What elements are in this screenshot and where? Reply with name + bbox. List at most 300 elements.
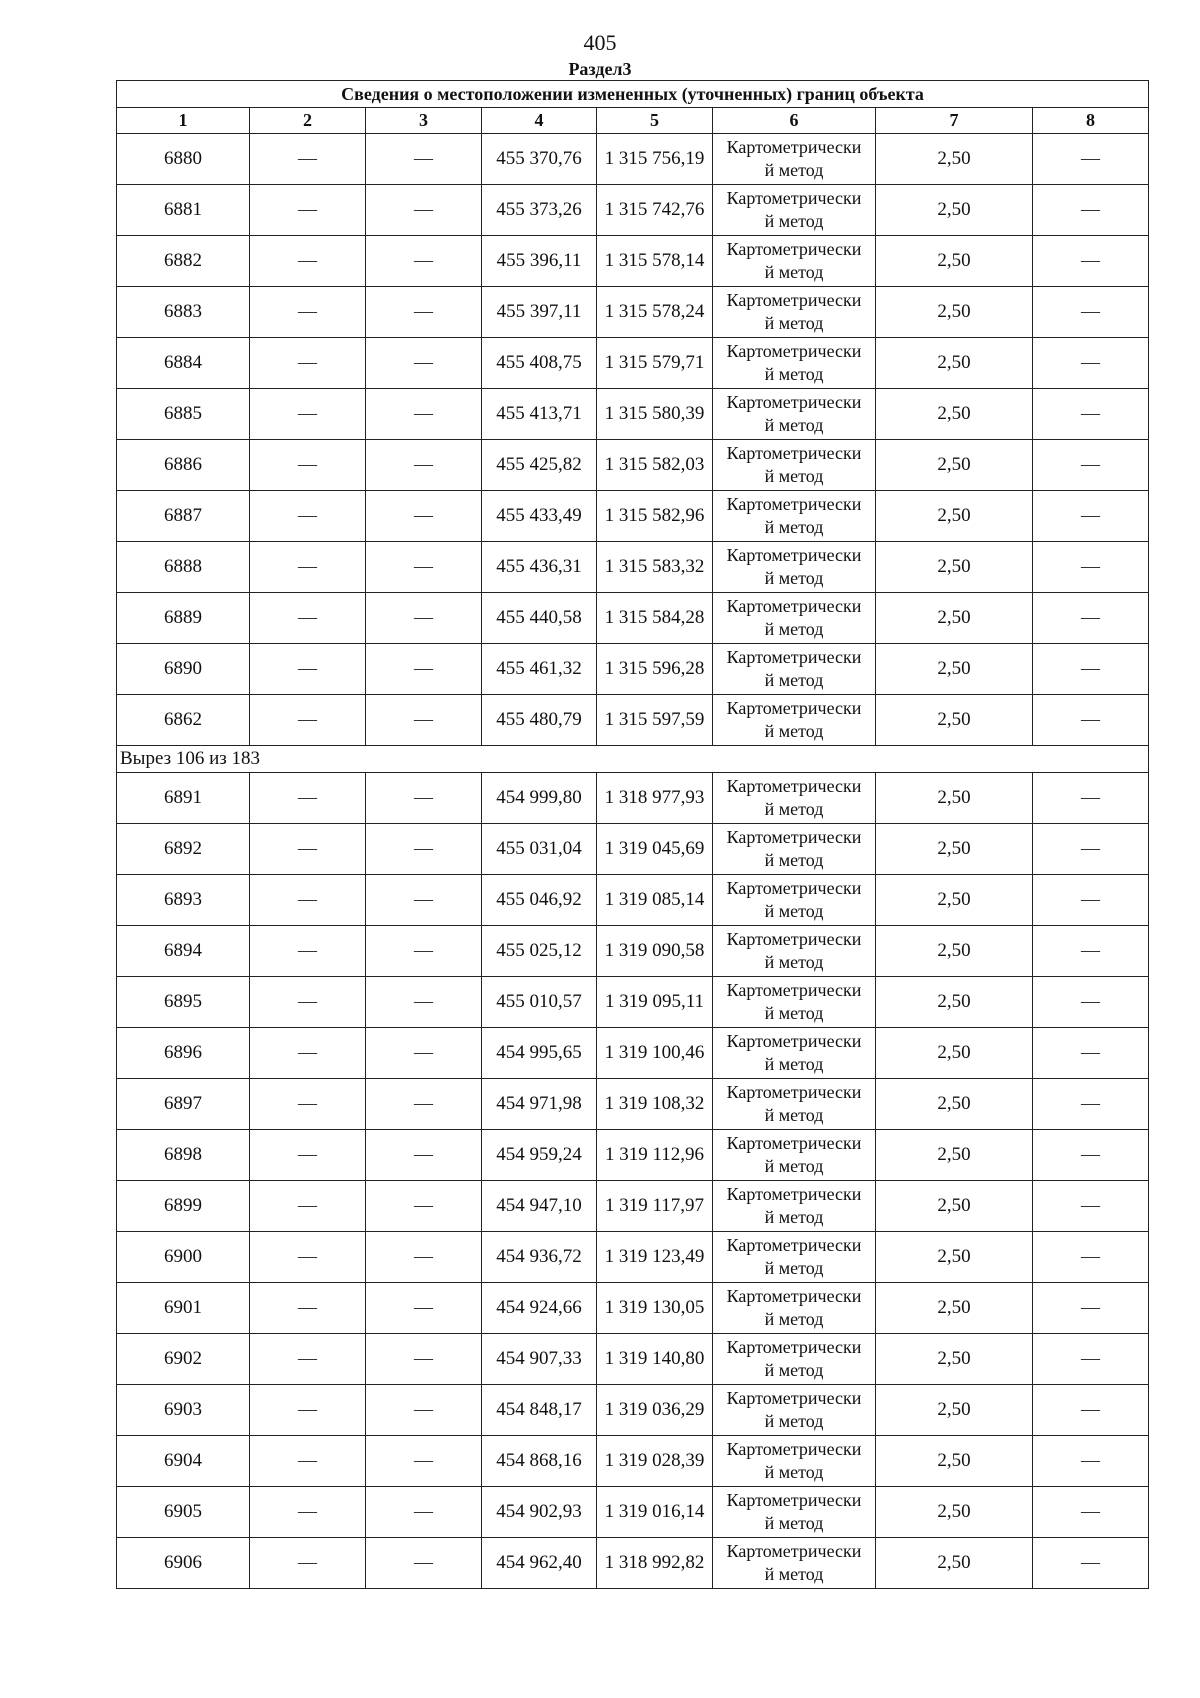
- method-cell: [713, 1487, 876, 1538]
- empty-dash-cell: —: [1033, 1385, 1149, 1436]
- empty-dash-cell: —: [366, 542, 482, 593]
- empty-dash-cell: —: [366, 1385, 482, 1436]
- column-header: 3: [366, 108, 482, 134]
- coordinate-x-cell: 455 396,11: [482, 236, 597, 287]
- method-line: Картометрически: [726, 647, 862, 667]
- method-line: Картометрически: [726, 188, 862, 208]
- method-cell: [713, 440, 876, 491]
- empty-dash-cell: —: [1033, 977, 1149, 1028]
- empty-dash-cell: —: [250, 1130, 366, 1181]
- empty-dash-cell: —: [366, 926, 482, 977]
- precision-cell: 2,50: [876, 338, 1033, 389]
- method-line: Картометрически: [726, 290, 862, 310]
- coordinate-x-cell: 455 397,11: [482, 287, 597, 338]
- precision-cell: 2,50: [876, 1538, 1033, 1589]
- point-id-cell: 6886: [117, 440, 250, 491]
- method-cell: [713, 1283, 876, 1334]
- method-line: Картометрически: [726, 980, 862, 1000]
- method-line: Картометрически: [726, 1541, 862, 1561]
- coordinate-x-cell: 455 433,49: [482, 491, 597, 542]
- empty-dash-cell: —: [250, 338, 366, 389]
- empty-dash-cell: —: [250, 1283, 366, 1334]
- coordinate-x-cell: 454 902,93: [482, 1487, 597, 1538]
- method-line: Картометрически: [726, 698, 862, 718]
- method-cell: [713, 236, 876, 287]
- table-row: [117, 389, 1149, 440]
- method-line: й метод: [764, 1105, 824, 1125]
- method-line: й метод: [764, 670, 824, 690]
- method-line: Картометрически: [726, 1388, 862, 1408]
- column-header: 6: [713, 108, 876, 134]
- coordinate-y-cell: 1 319 085,14: [597, 875, 713, 926]
- point-id-cell: 6899: [117, 1181, 250, 1232]
- empty-dash-cell: —: [366, 1130, 482, 1181]
- method-line: й метод: [764, 1462, 824, 1482]
- method-line: й метод: [764, 1003, 824, 1023]
- empty-dash-cell: —: [366, 1487, 482, 1538]
- table-row: [117, 338, 1149, 389]
- precision-cell: 2,50: [876, 1028, 1033, 1079]
- point-id-cell: 6862: [117, 695, 250, 746]
- method-line: Картометрически: [726, 596, 862, 616]
- precision-cell: 2,50: [876, 1487, 1033, 1538]
- coordinate-y-cell: 1 315 582,96: [597, 491, 713, 542]
- empty-dash-cell: —: [366, 1028, 482, 1079]
- point-id-cell: 6897: [117, 1079, 250, 1130]
- table-row: [117, 926, 1149, 977]
- column-header: 7: [876, 108, 1033, 134]
- coordinate-y-cell: 1 319 130,05: [597, 1283, 713, 1334]
- table-row: [117, 1487, 1149, 1538]
- empty-dash-cell: —: [1033, 440, 1149, 491]
- empty-dash-cell: —: [250, 1334, 366, 1385]
- precision-cell: 2,50: [876, 1334, 1033, 1385]
- coordinate-y-cell: 1 318 992,82: [597, 1538, 713, 1589]
- table-row: [117, 542, 1149, 593]
- table-row: [117, 1079, 1149, 1130]
- table-row: [117, 695, 1149, 746]
- precision-cell: 2,50: [876, 185, 1033, 236]
- coordinate-y-cell: 1 319 095,11: [597, 977, 713, 1028]
- column-header: 8: [1033, 108, 1149, 134]
- point-id-cell: 6891: [117, 773, 250, 824]
- empty-dash-cell: —: [1033, 338, 1149, 389]
- method-line: й метод: [764, 313, 824, 333]
- column-header: 2: [250, 108, 366, 134]
- empty-dash-cell: —: [1033, 491, 1149, 542]
- point-id-cell: 6896: [117, 1028, 250, 1079]
- precision-cell: 2,50: [876, 287, 1033, 338]
- point-id-cell: 6881: [117, 185, 250, 236]
- coordinate-x-cell: 454 924,66: [482, 1283, 597, 1334]
- point-id-cell: 6882: [117, 236, 250, 287]
- coordinate-y-cell: 1 315 597,59: [597, 695, 713, 746]
- method-cell: [713, 1079, 876, 1130]
- empty-dash-cell: —: [366, 1181, 482, 1232]
- method-cell: [713, 1385, 876, 1436]
- empty-dash-cell: —: [1033, 185, 1149, 236]
- empty-dash-cell: —: [366, 773, 482, 824]
- precision-cell: 2,50: [876, 977, 1033, 1028]
- table-row: [117, 1334, 1149, 1385]
- method-line: й метод: [764, 568, 824, 588]
- empty-dash-cell: —: [366, 1232, 482, 1283]
- empty-dash-cell: —: [1033, 926, 1149, 977]
- method-line: Картометрически: [726, 137, 862, 157]
- empty-dash-cell: —: [250, 491, 366, 542]
- method-cell: [713, 1181, 876, 1232]
- precision-cell: 2,50: [876, 542, 1033, 593]
- coordinate-x-cell: 454 936,72: [482, 1232, 597, 1283]
- method-cell: [713, 695, 876, 746]
- column-header: 4: [482, 108, 597, 134]
- coordinate-x-cell: 455 408,75: [482, 338, 597, 389]
- table-row: [117, 1283, 1149, 1334]
- method-line: й метод: [764, 517, 824, 537]
- empty-dash-cell: —: [366, 593, 482, 644]
- point-id-cell: 6904: [117, 1436, 250, 1487]
- precision-cell: 2,50: [876, 1232, 1033, 1283]
- precision-cell: 2,50: [876, 1385, 1033, 1436]
- table-row: [117, 440, 1149, 491]
- empty-dash-cell: —: [1033, 1538, 1149, 1589]
- method-line: й метод: [764, 619, 824, 639]
- empty-dash-cell: —: [366, 1334, 482, 1385]
- empty-dash-cell: —: [250, 1385, 366, 1436]
- coordinate-x-cell: 454 868,16: [482, 1436, 597, 1487]
- empty-dash-cell: —: [1033, 287, 1149, 338]
- coordinate-y-cell: 1 315 756,19: [597, 134, 713, 185]
- coordinate-y-cell: 1 315 578,14: [597, 236, 713, 287]
- empty-dash-cell: —: [250, 1232, 366, 1283]
- method-cell: [713, 185, 876, 236]
- method-cell: [713, 773, 876, 824]
- coordinate-y-cell: 1 315 579,71: [597, 338, 713, 389]
- method-line: й метод: [764, 466, 824, 486]
- empty-dash-cell: —: [250, 926, 366, 977]
- empty-dash-cell: —: [250, 1181, 366, 1232]
- empty-dash-cell: —: [1033, 875, 1149, 926]
- coordinate-x-cell: 455 436,31: [482, 542, 597, 593]
- coordinate-y-cell: 1 319 112,96: [597, 1130, 713, 1181]
- empty-dash-cell: —: [366, 977, 482, 1028]
- method-line: й метод: [764, 1156, 824, 1176]
- coordinate-x-cell: 455 010,57: [482, 977, 597, 1028]
- coordinate-x-cell: 455 031,04: [482, 824, 597, 875]
- coordinate-x-cell: 454 907,33: [482, 1334, 597, 1385]
- table-row: [117, 977, 1149, 1028]
- point-id-cell: 6901: [117, 1283, 250, 1334]
- coordinate-y-cell: 1 315 582,03: [597, 440, 713, 491]
- point-id-cell: 6880: [117, 134, 250, 185]
- point-id-cell: 6900: [117, 1232, 250, 1283]
- method-line: й метод: [764, 901, 824, 921]
- coordinate-y-cell: 1 319 016,14: [597, 1487, 713, 1538]
- coordinate-y-cell: 1 319 117,97: [597, 1181, 713, 1232]
- empty-dash-cell: —: [366, 644, 482, 695]
- point-id-cell: 6885: [117, 389, 250, 440]
- empty-dash-cell: —: [366, 440, 482, 491]
- table-caption-row: [117, 81, 1149, 108]
- method-line: Картометрически: [726, 341, 862, 361]
- table-row: [117, 593, 1149, 644]
- method-cell: [713, 977, 876, 1028]
- empty-dash-cell: —: [250, 134, 366, 185]
- coordinate-y-cell: 1 319 108,32: [597, 1079, 713, 1130]
- method-line: й метод: [764, 1258, 824, 1278]
- precision-cell: 2,50: [876, 644, 1033, 695]
- point-id-cell: 6902: [117, 1334, 250, 1385]
- column-header: 1: [117, 108, 250, 134]
- method-line: Картометрически: [726, 1439, 862, 1459]
- empty-dash-cell: —: [250, 185, 366, 236]
- coordinate-x-cell: 455 370,76: [482, 134, 597, 185]
- table-row: [117, 1436, 1149, 1487]
- coordinate-x-cell: 454 947,10: [482, 1181, 597, 1232]
- empty-dash-cell: —: [250, 1538, 366, 1589]
- method-cell: [713, 389, 876, 440]
- empty-dash-cell: —: [1033, 1232, 1149, 1283]
- method-cell: [713, 1538, 876, 1589]
- empty-dash-cell: —: [366, 1283, 482, 1334]
- coordinate-y-cell: 1 319 028,39: [597, 1436, 713, 1487]
- empty-dash-cell: —: [366, 1079, 482, 1130]
- method-cell: [713, 1334, 876, 1385]
- method-line: й метод: [764, 364, 824, 384]
- coordinate-x-cell: 455 413,71: [482, 389, 597, 440]
- table-row: [117, 1028, 1149, 1079]
- point-id-cell: 6883: [117, 287, 250, 338]
- table-row: [117, 236, 1149, 287]
- point-id-cell: 6892: [117, 824, 250, 875]
- point-id-cell: 6906: [117, 1538, 250, 1589]
- empty-dash-cell: —: [366, 389, 482, 440]
- empty-dash-cell: —: [250, 1487, 366, 1538]
- method-line: Картометрически: [726, 1082, 862, 1102]
- point-id-cell: 6890: [117, 644, 250, 695]
- precision-cell: 2,50: [876, 440, 1033, 491]
- empty-dash-cell: —: [250, 440, 366, 491]
- coordinate-y-cell: 1 315 742,76: [597, 185, 713, 236]
- table-row: [117, 287, 1149, 338]
- empty-dash-cell: —: [1033, 542, 1149, 593]
- precision-cell: 2,50: [876, 1181, 1033, 1232]
- precision-cell: 2,50: [876, 491, 1033, 542]
- cutout-row: [117, 746, 1149, 773]
- coordinate-x-cell: 454 962,40: [482, 1538, 597, 1589]
- method-line: Картометрически: [726, 827, 862, 847]
- method-line: й метод: [764, 160, 824, 180]
- method-line: й метод: [764, 1207, 824, 1227]
- empty-dash-cell: —: [250, 644, 366, 695]
- empty-dash-cell: —: [366, 695, 482, 746]
- empty-dash-cell: —: [1033, 1436, 1149, 1487]
- empty-dash-cell: —: [1033, 1181, 1149, 1232]
- empty-dash-cell: —: [366, 185, 482, 236]
- method-line: й метод: [764, 952, 824, 972]
- coordinate-x-cell: 455 480,79: [482, 695, 597, 746]
- point-id-cell: 6893: [117, 875, 250, 926]
- method-line: Картометрически: [726, 1133, 862, 1153]
- column-header: 5: [597, 108, 713, 134]
- precision-cell: 2,50: [876, 824, 1033, 875]
- table-row: [117, 185, 1149, 236]
- empty-dash-cell: —: [366, 824, 482, 875]
- point-id-cell: 6905: [117, 1487, 250, 1538]
- empty-dash-cell: —: [250, 1436, 366, 1487]
- empty-dash-cell: —: [1033, 389, 1149, 440]
- method-cell: [713, 134, 876, 185]
- empty-dash-cell: —: [1033, 593, 1149, 644]
- point-id-cell: 6898: [117, 1130, 250, 1181]
- method-cell: [713, 875, 876, 926]
- empty-dash-cell: —: [1033, 1028, 1149, 1079]
- point-id-cell: 6903: [117, 1385, 250, 1436]
- method-line: Картометрически: [726, 1235, 862, 1255]
- method-cell: [713, 1436, 876, 1487]
- point-id-cell: 6887: [117, 491, 250, 542]
- method-line: Картометрически: [726, 392, 862, 412]
- method-line: Картометрически: [726, 1286, 862, 1306]
- coordinate-x-cell: 454 848,17: [482, 1385, 597, 1436]
- table-row: [117, 1181, 1149, 1232]
- coordinate-y-cell: 1 319 036,29: [597, 1385, 713, 1436]
- empty-dash-cell: —: [1033, 1487, 1149, 1538]
- empty-dash-cell: —: [250, 875, 366, 926]
- method-line: й метод: [764, 211, 824, 231]
- method-line: й метод: [764, 799, 824, 819]
- coordinate-x-cell: 454 995,65: [482, 1028, 597, 1079]
- section-title: Раздел3: [568, 59, 632, 79]
- method-line: Картометрически: [726, 1337, 862, 1357]
- coordinate-y-cell: 1 315 580,39: [597, 389, 713, 440]
- precision-cell: 2,50: [876, 236, 1033, 287]
- precision-cell: 2,50: [876, 926, 1033, 977]
- table-caption: Сведения о местоположении измененных (уточненных) границ объекта: [117, 81, 1149, 108]
- method-cell: [713, 1028, 876, 1079]
- table-header-row: [117, 108, 1149, 134]
- table-row: [117, 824, 1149, 875]
- precision-cell: 2,50: [876, 1436, 1033, 1487]
- coordinate-x-cell: 454 999,80: [482, 773, 597, 824]
- method-cell: [713, 1130, 876, 1181]
- empty-dash-cell: —: [1033, 773, 1149, 824]
- method-cell: [713, 1232, 876, 1283]
- coordinate-x-cell: 455 440,58: [482, 593, 597, 644]
- empty-dash-cell: —: [1033, 236, 1149, 287]
- empty-dash-cell: —: [250, 389, 366, 440]
- empty-dash-cell: —: [250, 593, 366, 644]
- table-row: [117, 134, 1149, 185]
- method-cell: [713, 644, 876, 695]
- table-row: [117, 773, 1149, 824]
- boundary-coordinates-table: [116, 80, 1149, 1589]
- method-line: й метод: [764, 850, 824, 870]
- point-id-cell: 6884: [117, 338, 250, 389]
- cutout-label: Вырез 106 из 183: [117, 746, 1149, 773]
- method-line: й метод: [764, 721, 824, 741]
- method-line: й метод: [764, 1513, 824, 1533]
- method-cell: [713, 338, 876, 389]
- method-cell: [713, 287, 876, 338]
- method-cell: [713, 824, 876, 875]
- empty-dash-cell: —: [1033, 1130, 1149, 1181]
- coordinate-y-cell: 1 319 123,49: [597, 1232, 713, 1283]
- empty-dash-cell: —: [1033, 1334, 1149, 1385]
- empty-dash-cell: —: [366, 338, 482, 389]
- coordinate-x-cell: 455 025,12: [482, 926, 597, 977]
- method-line: й метод: [764, 1054, 824, 1074]
- method-line: Картометрически: [726, 494, 862, 514]
- empty-dash-cell: —: [250, 1079, 366, 1130]
- empty-dash-cell: —: [366, 1436, 482, 1487]
- empty-dash-cell: —: [250, 1028, 366, 1079]
- coordinate-y-cell: 1 319 045,69: [597, 824, 713, 875]
- coordinate-y-cell: 1 319 090,58: [597, 926, 713, 977]
- table-row: [117, 644, 1149, 695]
- empty-dash-cell: —: [366, 287, 482, 338]
- empty-dash-cell: —: [1033, 824, 1149, 875]
- point-id-cell: 6894: [117, 926, 250, 977]
- coordinate-x-cell: 455 046,92: [482, 875, 597, 926]
- table-row: [117, 875, 1149, 926]
- precision-cell: 2,50: [876, 1079, 1033, 1130]
- empty-dash-cell: —: [1033, 1283, 1149, 1334]
- empty-dash-cell: —: [1033, 134, 1149, 185]
- coordinate-x-cell: 455 461,32: [482, 644, 597, 695]
- page-number: 405: [583, 30, 617, 55]
- table-row: [117, 1130, 1149, 1181]
- empty-dash-cell: —: [250, 236, 366, 287]
- method-line: й метод: [764, 1411, 824, 1431]
- coordinate-y-cell: 1 315 583,32: [597, 542, 713, 593]
- point-id-cell: 6895: [117, 977, 250, 1028]
- method-line: Картометрически: [726, 776, 862, 796]
- method-line: Картометрически: [726, 1490, 862, 1510]
- empty-dash-cell: —: [366, 236, 482, 287]
- empty-dash-cell: —: [250, 287, 366, 338]
- empty-dash-cell: —: [366, 875, 482, 926]
- point-id-cell: 6889: [117, 593, 250, 644]
- precision-cell: 2,50: [876, 593, 1033, 644]
- coordinate-y-cell: 1 319 100,46: [597, 1028, 713, 1079]
- method-line: й метод: [764, 415, 824, 435]
- method-cell: [713, 491, 876, 542]
- empty-dash-cell: —: [250, 773, 366, 824]
- empty-dash-cell: —: [250, 695, 366, 746]
- coordinate-x-cell: 455 425,82: [482, 440, 597, 491]
- coordinate-y-cell: 1 315 596,28: [597, 644, 713, 695]
- precision-cell: 2,50: [876, 1130, 1033, 1181]
- method-line: Картометрически: [726, 1031, 862, 1051]
- table-row: [117, 1385, 1149, 1436]
- table-row: [117, 1232, 1149, 1283]
- method-line: й метод: [764, 1309, 824, 1329]
- coordinate-x-cell: 455 373,26: [482, 185, 597, 236]
- empty-dash-cell: —: [250, 977, 366, 1028]
- method-line: Картометрически: [726, 878, 862, 898]
- precision-cell: 2,50: [876, 695, 1033, 746]
- empty-dash-cell: —: [250, 542, 366, 593]
- method-line: й метод: [764, 262, 824, 282]
- coordinate-x-cell: 454 959,24: [482, 1130, 597, 1181]
- method-cell: [713, 542, 876, 593]
- method-line: й метод: [764, 1360, 824, 1380]
- coordinate-y-cell: 1 315 578,24: [597, 287, 713, 338]
- coordinate-y-cell: 1 315 584,28: [597, 593, 713, 644]
- empty-dash-cell: —: [1033, 644, 1149, 695]
- method-cell: [713, 593, 876, 644]
